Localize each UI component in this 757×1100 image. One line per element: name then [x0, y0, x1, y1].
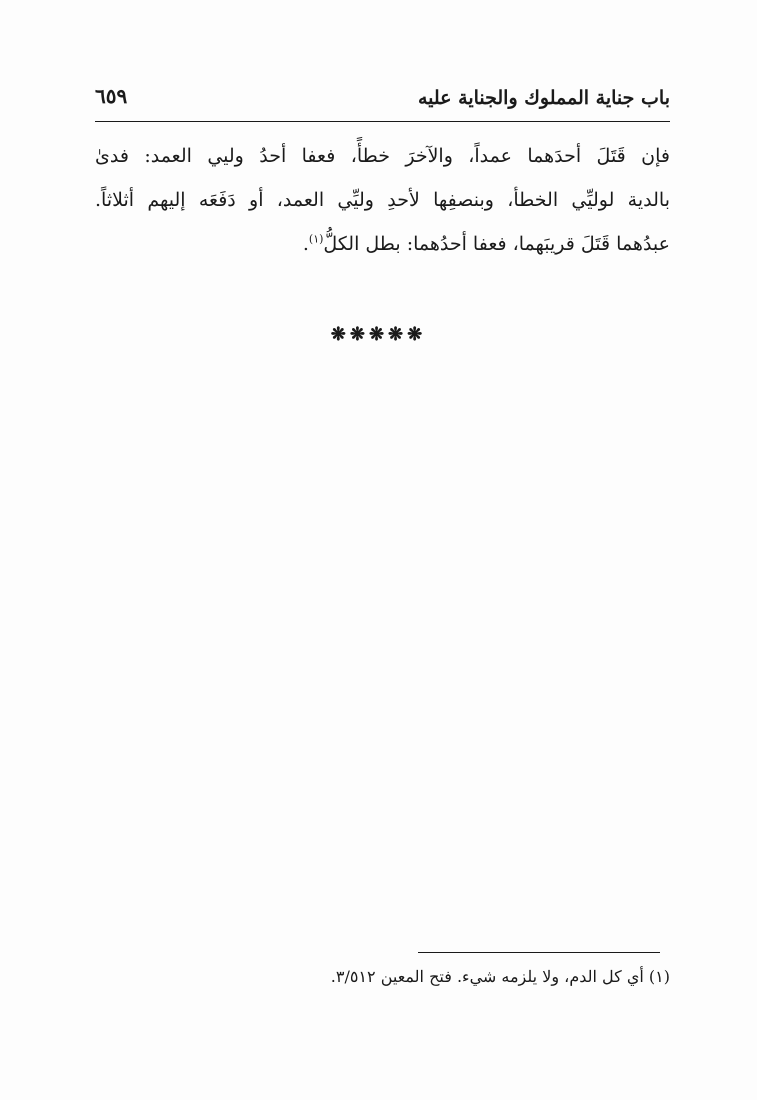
chapter-title: باب جناية المملوك والجناية عليه: [417, 87, 670, 109]
section-ornament: ❋❋❋❋❋: [330, 324, 427, 345]
body-text: [95, 134, 670, 266]
body-line-end: .: [302, 233, 309, 255]
body-line: بالدية لوليِّي الخطأ، وبنصفِها لأحدِ وليِّي العمد، أو دَفَعَه إليهم أثلاثاً.: [95, 189, 670, 211]
running-header: [95, 78, 670, 122]
header-rule: [95, 121, 670, 122]
footnote: (١) أي كل الدم، ولا يلزمه شيء. فتح المعين ٣/٥١٢.: [330, 967, 670, 986]
footnote-rule: [418, 952, 660, 953]
body-line: [95, 222, 670, 266]
page-number: ٦٥٩: [95, 84, 128, 108]
footnote-reference: (١): [308, 232, 324, 246]
body-line: فإن قَتَلَ أحدَهما عمداً، والآخرَ خطأً، فعفا أحدُ وليي العمد: فدىٰ: [95, 145, 670, 167]
body-line-text: عبدُهما قَتَلَ قريبَهما، فعفا أحدُهما: بطل الكلُّ: [323, 233, 670, 255]
